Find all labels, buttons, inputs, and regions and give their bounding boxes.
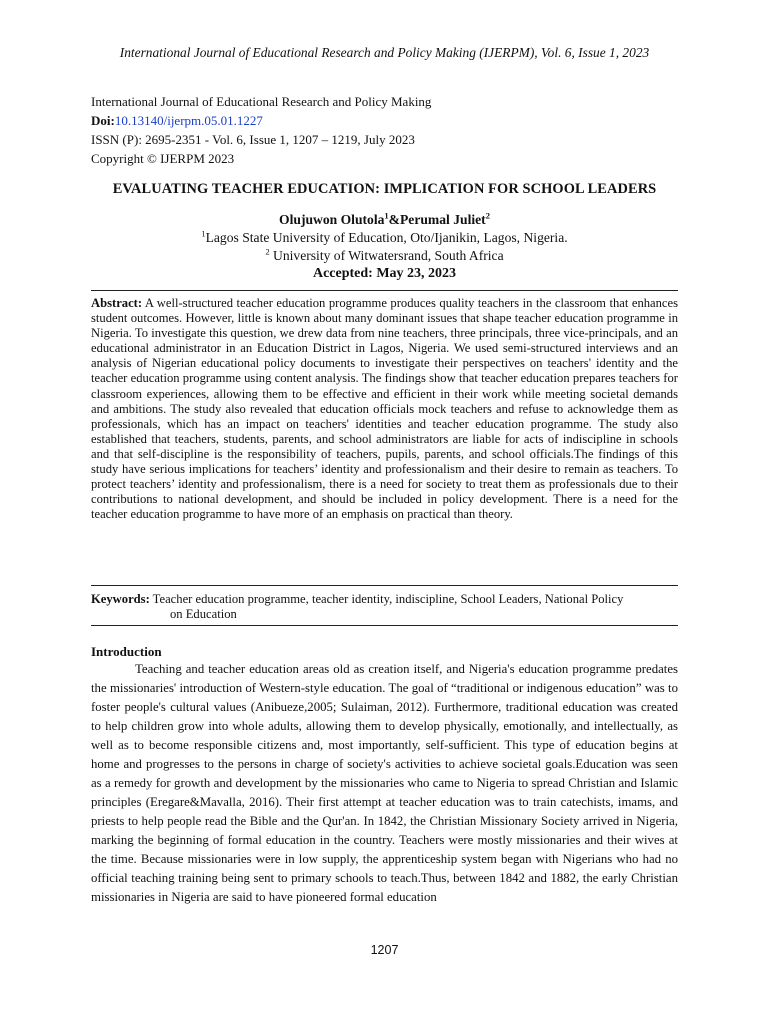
running-head: International Journal of Educational Research and Policy Making (IJERPM), Vol. 6, Issue 1, 2023 (119, 45, 650, 60)
author-2: &Perumal Juliet (388, 212, 486, 227)
abstract-bottom-rule (91, 585, 678, 586)
author-names (91, 211, 678, 229)
affiliation-2-text: University of Witwatersrand, South Africa (269, 248, 504, 263)
affiliation-1-text: Lagos State University of Education, Oto/Ijanikin, Lagos, Nigeria. (205, 230, 568, 245)
keywords (91, 592, 678, 622)
abstract-label: Abstract: (91, 296, 143, 310)
author-block (91, 211, 678, 283)
keywords-line-1 (91, 592, 678, 607)
accepted-date: Accepted: May 23, 2023 (312, 266, 457, 281)
author-2-affil-mark: 2 (485, 210, 490, 221)
doi-label: Doi: (91, 113, 115, 128)
affiliation-1 (91, 229, 678, 247)
paper-title: EVALUATING TEACHER EDUCATION: IMPLICATION FOR SCHOOL LEADERS (112, 181, 657, 197)
journal-name: International Journal of Educational Research and Policy Making (91, 94, 432, 109)
abstract (91, 296, 678, 522)
issn-line: ISSN (P): 2695-2351 - Vol. 6, Issue 1, 1207 – 1219, July 2023 (91, 132, 415, 147)
abstract-text: A well-structured teacher education programme produces quality teachers in the classroom that enhances student outcomes. However, little is known about many dominant issues that shape teacher education programme in Nigeria. To investigate this question, we drew data from nine teachers, three principals, three vice-principals, and an educational administrator in an Education District in Lagos, Nigeria. We used semi-structured interviews and an analysis of Nigerian educational policy documents to investigate their perspectives on teachers' identity and the teacher education programme using content analysis. The findings show that teacher education prepares teachers for classroom experiences, allowing them to be effective and efficient in their work while meeting societal demands and ambitions. The study also revealed that education officials mock teachers and refuse to acknowledge them as professionals, which has an impact on teachers' identities and teacher education programme. The study also established that teachers, students, parents, and school administrators are liable for acts of indiscipline in schools and that self-discipline is the responsibility of teachers, pupils, parents, and school officials.The findings of this study have serious implications for teachers’ identity and professionalism and their desire to remain as teachers. To protect teachers’ identity and professionalism, there is a need for society to treat them as professionals due to their contributions to national development, and should be included in policy development. There is a need for the teacher education programme to have more of an emphasis on practical than theory. (91, 296, 678, 522)
doi-link[interactable]: 10.13140/ijerpm.05.01.1227 (114, 113, 263, 128)
keywords-line-2: on Education (170, 607, 237, 622)
author-1-affil-mark: 1 (384, 210, 389, 221)
abstract-top-rule (91, 290, 678, 291)
article-meta (91, 92, 431, 168)
page-number: 1207 (370, 943, 399, 957)
keywords-label: Keywords: (91, 592, 150, 606)
keywords-bottom-rule (91, 625, 678, 626)
introduction-text: Teaching and teacher education areas old as creation itself, and Nigeria's education programme predates the missionaries' introduction of Western-style education. The goal of “traditional or indigenous education” was to foster people's cultural values (Anibueze,2005; Sulaiman, 2012). Furthermore, traditional education was created to help children grow into whole adults, allowing them to develop physically, emotionally, and intellectually, as well as to become responsible citizens and, most importantly, self-sufficient. This type of education begins at home and progresses to the persons in charge of society's activities to achieve societal goals.Education was seen as a remedy for growth and development by the missionaries who came to Nigeria to spread Christian and Islamic principles (Eregare&Mavalla, 2016). Their first attempt at teacher education was to train catechists, imams, and priests to help people read the Bible and the Qur'an. In 1842, the Christian Missionary Society arrived in Nigeria, marking the beginning of formal education in the country. Teachers were mostly missionaries and their wives at the time. Because missionaries were in low supply, the apprenticeship system began with Nigerians who had no official teaching training being sent to primary schools to teach.Thus, between 1842 and 1882, the early Christian missionaries in Nigeria are said to have pioneered formal education (91, 662, 678, 904)
copyright-line: Copyright © IJERPM 2023 (91, 151, 235, 166)
affiliation-1-mark: 1 (201, 228, 206, 239)
introduction-paragraph (91, 660, 678, 907)
author-1: Olujuwon Olutola (279, 212, 385, 227)
section-heading-introduction: Introduction (91, 644, 162, 659)
affiliation-2-mark: 2 (265, 246, 270, 257)
affiliation-2 (91, 247, 678, 265)
keywords-text-1: Teacher education programme, teacher identity, indiscipline, School Leaders, National Policy (149, 592, 624, 606)
doi-line (91, 111, 431, 130)
